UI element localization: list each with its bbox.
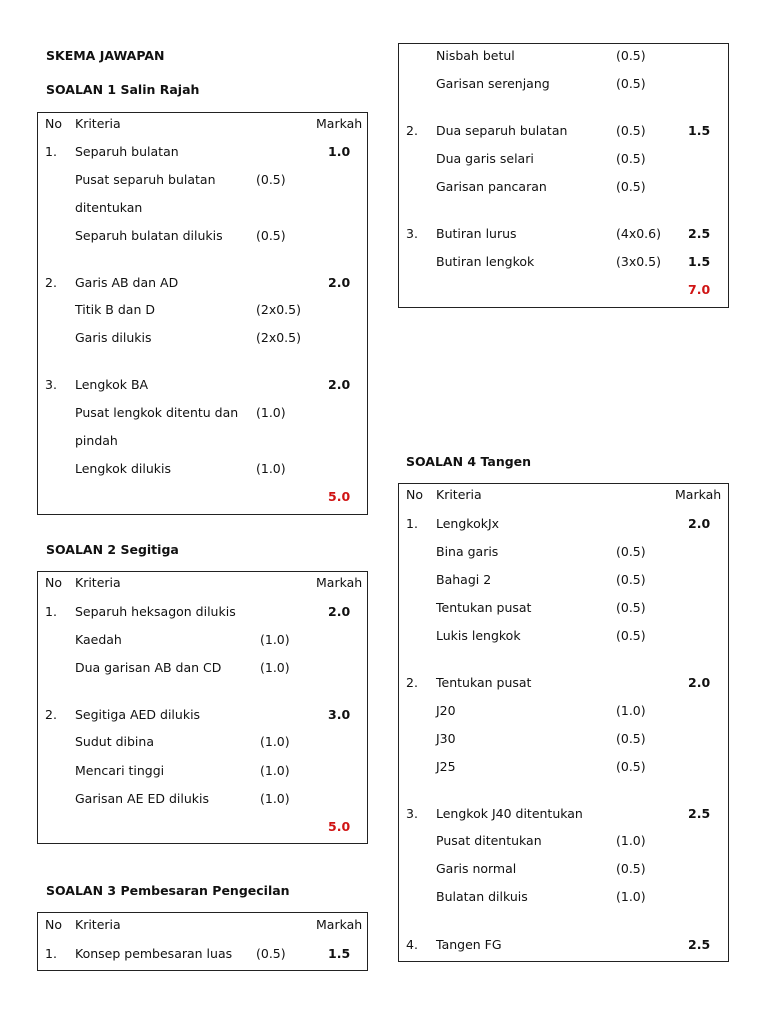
s3-cont-row-k: Dua separuh bulatan <box>436 123 568 138</box>
s4-rows-row-k: J30 <box>436 731 456 746</box>
s4-rows-row-v: (0.5) <box>616 544 646 559</box>
s1-total: 5.0 <box>328 489 351 504</box>
s4-rows-row-v: (0.5) <box>616 600 646 615</box>
s3-cont-row-v: (0.5) <box>616 123 646 138</box>
s2-rows-row-no: 1. <box>45 604 57 619</box>
s3-rows-row-v: (0.5) <box>256 946 286 961</box>
section-2-title: SOALAN 2 Segitiga <box>46 542 179 557</box>
s4-rows-row-k: Pusat ditentukan <box>436 833 542 848</box>
s2-rows-row-m: 2.0 <box>328 604 351 619</box>
s4-rows-row-no: 2. <box>406 675 418 690</box>
page-title: SKEMA JAWAPAN <box>46 48 165 63</box>
s1-rows-row-no: 2. <box>45 275 57 290</box>
s3-rows-row-m: 1.5 <box>328 946 351 961</box>
s3-cont-row-no: 3. <box>406 226 418 241</box>
s3-cont-row-k: Dua garis selari <box>436 151 534 166</box>
s1-rows-row-k: Garis AB dan AD <box>75 275 179 290</box>
s4-rows-row-k: Bahagi 2 <box>436 572 492 587</box>
s1-rows-row-v: (2x0.5) <box>256 330 301 345</box>
s2-rows-row-k: Sudut dibina <box>75 734 154 749</box>
s1-rows-row-v: (0.5) <box>256 172 286 187</box>
s2-total: 5.0 <box>328 819 351 834</box>
s3-cont-row-v: (3x0.5) <box>616 254 661 269</box>
s4-rows-row-k: Bina garis <box>436 544 499 559</box>
s4-rows-row-k: J20 <box>436 703 456 718</box>
s1-rows-row-k: ditentukan <box>75 200 143 215</box>
s4-rows-row-v: (0.5) <box>616 731 646 746</box>
s4-header-markah: Markah <box>675 487 722 502</box>
s3-cont-row-k: Garisan pancaran <box>436 179 547 194</box>
s1-rows-row-k: Garis dilukis <box>75 330 152 345</box>
s4-rows-row-v: (1.0) <box>616 889 646 904</box>
s2-header-kriteria: Kriteria <box>75 575 121 590</box>
s3-cont-row-v: (4x0.6) <box>616 226 661 241</box>
s3-header-kriteria: Kriteria <box>75 917 121 932</box>
s3-cont-row-m: 1.5 <box>688 123 711 138</box>
s4-rows-row-k: Bulatan dilkuis <box>436 889 528 904</box>
section-3-title: SOALAN 3 Pembesaran Pengecilan <box>46 883 290 898</box>
s1-rows-row-no: 3. <box>45 377 57 392</box>
s4-rows-row-k: Garis normal <box>436 861 517 876</box>
s1-header-no: No <box>45 116 62 131</box>
s4-rows-row-v: (0.5) <box>616 572 646 587</box>
s2-rows-row-k: Mencari tinggi <box>75 763 165 778</box>
s1-rows-row-v: (1.0) <box>256 461 286 476</box>
s1-rows-row-m: 2.0 <box>328 377 351 392</box>
s3-cont-row-m: 1.5 <box>688 254 711 269</box>
s2-rows-row-v: (1.0) <box>260 660 290 675</box>
s4-rows-row-k: LengkokJx <box>436 516 500 531</box>
s2-rows-row-no: 2. <box>45 707 57 722</box>
s1-rows-row-k: Lengkok dilukis <box>75 461 171 476</box>
s2-header-markah: Markah <box>316 575 363 590</box>
s4-rows-row-m: 2.0 <box>688 675 711 690</box>
s3-cont-row-k: Garisan serenjang <box>436 76 550 91</box>
section-1-title: SOALAN 1 Salin Rajah <box>46 82 200 97</box>
s2-rows-row-k: Kaedah <box>75 632 122 647</box>
s3-cont-row-v: (0.5) <box>616 151 646 166</box>
s2-rows-row-k: Segitiga AED dilukis <box>75 707 201 722</box>
s3-total: 7.0 <box>688 282 711 297</box>
s2-rows-row-k: Separuh heksagon dilukis <box>75 604 236 619</box>
s4-rows-row-no: 3. <box>406 806 418 821</box>
s4-rows-row-no: 1. <box>406 516 418 531</box>
s1-rows-row-k: Titik B dan D <box>75 302 155 317</box>
s4-rows-row-k: J25 <box>436 759 456 774</box>
s2-rows-row-v: (1.0) <box>260 791 290 806</box>
s3-cont-row-no: 2. <box>406 123 418 138</box>
s4-rows-row-v: (0.5) <box>616 759 646 774</box>
s4-rows-row-k: Tentukan pusat <box>436 600 532 615</box>
s3-cont-row-k: Nisbah betul <box>436 48 515 63</box>
s3-rows-row-no: 1. <box>45 946 57 961</box>
s1-header-markah: Markah <box>316 116 363 131</box>
s1-rows-row-m: 1.0 <box>328 144 351 159</box>
s2-rows-row-v: (1.0) <box>260 632 290 647</box>
s4-rows-row-v: (1.0) <box>616 703 646 718</box>
s1-rows-row-k: pindah <box>75 433 118 448</box>
s4-rows-row-k: Tangen FG <box>436 937 502 952</box>
s3-cont-row-k: Butiran lengkok <box>436 254 535 269</box>
s4-header-no: No <box>406 487 423 502</box>
s2-header-no: No <box>45 575 62 590</box>
s3-rows-row-k: Konsep pembesaran luas <box>75 946 233 961</box>
s2-rows-row-m: 3.0 <box>328 707 351 722</box>
s3-cont-row-m: 2.5 <box>688 226 711 241</box>
s1-rows-row-k: Pusat lengkok ditentu dan <box>75 405 239 420</box>
s4-rows-row-m: 2.5 <box>688 937 711 952</box>
s2-rows-row-v: (1.0) <box>260 734 290 749</box>
s3-header-markah: Markah <box>316 917 363 932</box>
s1-rows-row-v: (1.0) <box>256 405 286 420</box>
s4-rows-row-k: Tentukan pusat <box>436 675 532 690</box>
s1-rows-row-m: 2.0 <box>328 275 351 290</box>
s4-rows-row-k: Lukis lengkok <box>436 628 521 643</box>
s1-rows-row-k: Pusat separuh bulatan <box>75 172 216 187</box>
s4-rows-row-v: (1.0) <box>616 833 646 848</box>
s1-rows-row-k: Separuh bulatan <box>75 144 179 159</box>
s4-rows-row-k: Lengkok J40 ditentukan <box>436 806 583 821</box>
s4-rows-row-m: 2.0 <box>688 516 711 531</box>
s2-rows-row-v: (1.0) <box>260 763 290 778</box>
s3-header-no: No <box>45 917 62 932</box>
s3-cont-row-v: (0.5) <box>616 76 646 91</box>
s2-rows-row-k: Dua garisan AB dan CD <box>75 660 222 675</box>
s4-rows-row-v: (0.5) <box>616 628 646 643</box>
s4-header-kriteria: Kriteria <box>436 487 482 502</box>
s3-cont-row-v: (0.5) <box>616 48 646 63</box>
s4-rows-row-m: 2.5 <box>688 806 711 821</box>
s3-cont-row-v: (0.5) <box>616 179 646 194</box>
s1-rows-row-v: (2x0.5) <box>256 302 301 317</box>
s1-rows-row-no: 1. <box>45 144 57 159</box>
s1-rows-row-v: (0.5) <box>256 228 286 243</box>
s1-header-kriteria: Kriteria <box>75 116 121 131</box>
s3-cont-row-k: Butiran lurus <box>436 226 517 241</box>
s4-rows-row-no: 4. <box>406 937 418 952</box>
s1-rows-row-k: Separuh bulatan dilukis <box>75 228 223 243</box>
s2-rows-row-k: Garisan AE ED dilukis <box>75 791 209 806</box>
s1-rows-row-k: Lengkok BA <box>75 377 149 392</box>
section-4-title: SOALAN 4 Tangen <box>406 454 532 469</box>
s4-rows-row-v: (0.5) <box>616 861 646 876</box>
